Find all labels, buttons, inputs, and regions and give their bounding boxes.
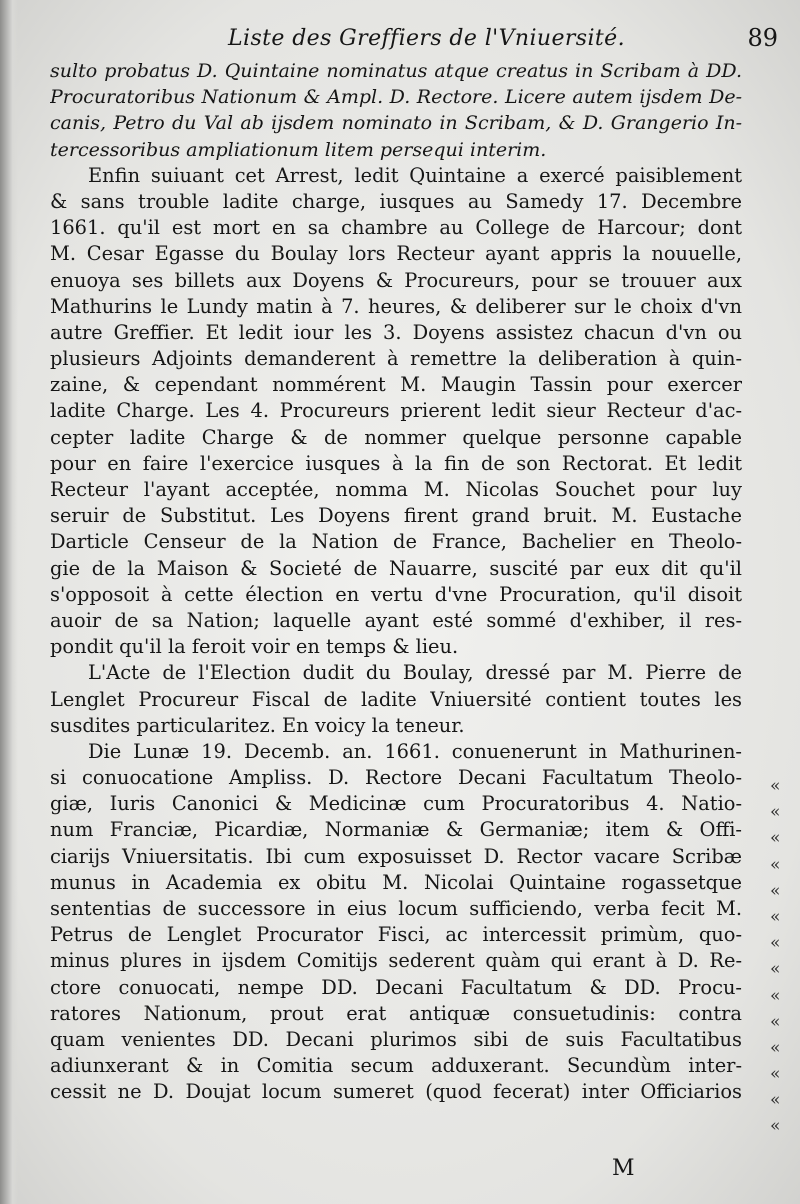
text-line: Enfin suiuant cet Arrest, ledit Quintaine a exercé paisiblement xyxy=(88,163,742,187)
text-line: susdites particularitez. En voicy la teneur. xyxy=(50,713,465,737)
quote-mark: « xyxy=(770,933,781,954)
quote-mark: « xyxy=(770,776,781,796)
text-line: pour en faire l'exercice iusques à la fin de son Rectorat. Et ledit xyxy=(50,451,742,475)
quote-mark: « xyxy=(770,906,781,927)
text-line: munus in Academia ex obitu M. Nicolai Quintaine rogassetque xyxy=(50,870,742,894)
page-gutter-shadow xyxy=(0,0,18,1204)
text-line: ratores Nationum, prout erat antiquæ consuetudinis: contra xyxy=(50,1001,742,1025)
quote-mark: « xyxy=(770,1090,781,1111)
text-line: giæ, Iuris Canonici & Medicinæ cum Procuratoribus 4. Natio- xyxy=(50,792,742,816)
text-line: cessit ne D. Doujat locum sumeret (quod fecerat) inter Officiarios xyxy=(50,1080,742,1104)
text-line: si conuocatione Ampliss. D. Rectore Decani Facultatum Theolo- xyxy=(50,766,742,790)
page-text xyxy=(50,58,742,1106)
text-line: sententias de successore in eius locum sufficiendo, verba fecit M. xyxy=(50,897,742,920)
latin-decree-block xyxy=(50,58,742,163)
text-line: Mathurins le Lundy matin à 7. heures, & deliberer sur le choix d'vn xyxy=(50,294,742,318)
text-line: auoir de sa Nation; laquelle ayant esté sommé d'exhiber, il res- xyxy=(50,608,742,632)
text-line: num Franciæ, Picardiæ, Normaniæ & Germaniæ; item & Offi- xyxy=(50,818,742,842)
text-line: minus plures in ijsdem Comitijs sederent quàm qui erant à D. Re- xyxy=(50,949,742,973)
text-line: enuoya ses billets aux Doyens & Procureurs, pour se trouuer aux xyxy=(50,268,742,292)
quote-mark: « xyxy=(770,854,781,875)
quote-mark: « xyxy=(770,985,781,1006)
page-header xyxy=(48,22,778,52)
text-line: zaine, & cependant nommérent M. Maugin Tassin pour exercer xyxy=(50,373,742,397)
text-line: canis, Petro du Val ab ijsdem nominato in Scribam, & D. Grangerio In- xyxy=(50,112,742,135)
quote-mark: « xyxy=(770,1011,781,1032)
text-line: pondit qu'il la feroit voir en temps & lieu. xyxy=(50,635,459,659)
text-line: ctore conuocati, nempe DD. Decani Facultatum & DD. Procu- xyxy=(50,975,742,999)
text-line: & sans trouble ladite charge, iusques au Samedy 17. Decembre xyxy=(50,189,742,213)
quote-mark: « xyxy=(770,880,781,901)
paragraph-latin-act xyxy=(50,739,742,1106)
text-line: Procuratoribus Nationum & Ampl. D. Rectore. Licere autem ijsdem De- xyxy=(50,86,742,109)
catchword: M xyxy=(612,1156,635,1181)
text-line: 1661. qu'il est mort en sa chambre au College de Harcour; dont xyxy=(50,216,742,240)
text-line: seruir de Substitut. Les Doyens firent grand bruit. M. Eustache xyxy=(50,504,742,528)
text-line: autre Greffier. Et ledit iour les 3. Doyens assistez chacun d'vn ou xyxy=(50,320,742,344)
text-line: M. Cesar Egasse du Boulay lors Recteur ayant appris la nouuelle, xyxy=(50,242,742,266)
quote-mark: « xyxy=(770,1116,781,1137)
text-line: Recteur l'ayant acceptée, nomma M. Nicolas Souchet pour luy xyxy=(50,478,742,501)
text-line: cepter ladite Charge & de nommer quelque personne capable xyxy=(50,425,742,449)
text-line: Lenglet Procureur Fiscal de ladite Vniuersité contient toutes les xyxy=(50,687,742,711)
text-line: Darticle Censeur de la Nation de France, Bachelier en Theolo- xyxy=(50,530,742,554)
text-line: sulto probatus D. Quintaine nominatus atque creatus in Scribam à DD. xyxy=(50,60,742,82)
quote-mark: « xyxy=(770,1064,781,1085)
text-line: s'opposoit à cette élection en vertu d'vne Procuration, qu'il disoit xyxy=(50,582,742,606)
text-line: tercessoribus ampliationum litem persequi interim. xyxy=(50,138,547,161)
page-number: 89 xyxy=(747,24,778,52)
text-line: gie de la Maison & Societé de Nauarre, suscité par eux dit qu'il xyxy=(50,556,742,580)
text-line: L'Acte de l'Election dudit du Boulay, dressé par M. Pierre de xyxy=(88,661,742,685)
text-line: adiunxerant & in Comitia secum adduxerant. Secundùm inter- xyxy=(50,1054,742,1078)
paragraph-quintaine-death xyxy=(50,163,742,661)
text-line: Die Lunæ 19. Decemb. an. 1661. conuenerunt in Mathurinen- xyxy=(88,739,742,763)
quote-mark: « xyxy=(770,1037,781,1058)
running-head: Liste des Greffiers de l'Vniuersité. xyxy=(228,26,625,51)
quotation-margin xyxy=(770,773,792,1140)
quote-mark: « xyxy=(770,959,781,980)
quote-mark: « xyxy=(770,828,781,849)
text-line: quam venientes DD. Decani plurimos sibi de suis Facultatibus xyxy=(50,1027,742,1051)
text-line: plusieurs Adjoints demanderent à remettre la deliberation à quin- xyxy=(50,347,742,371)
paragraph-election-act xyxy=(50,660,742,739)
text-line: Petrus de Lenglet Procurator Fisci, ac intercessit primùm, quo- xyxy=(50,923,742,947)
quote-mark: « xyxy=(770,802,781,823)
text-line: ciarijs Vniuersitatis. Ibi cum exposuisset D. Rector vacare Scribæ xyxy=(50,844,742,868)
text-line: ladite Charge. Les 4. Procureurs prierent ledit sieur Recteur d'ac- xyxy=(50,399,742,423)
